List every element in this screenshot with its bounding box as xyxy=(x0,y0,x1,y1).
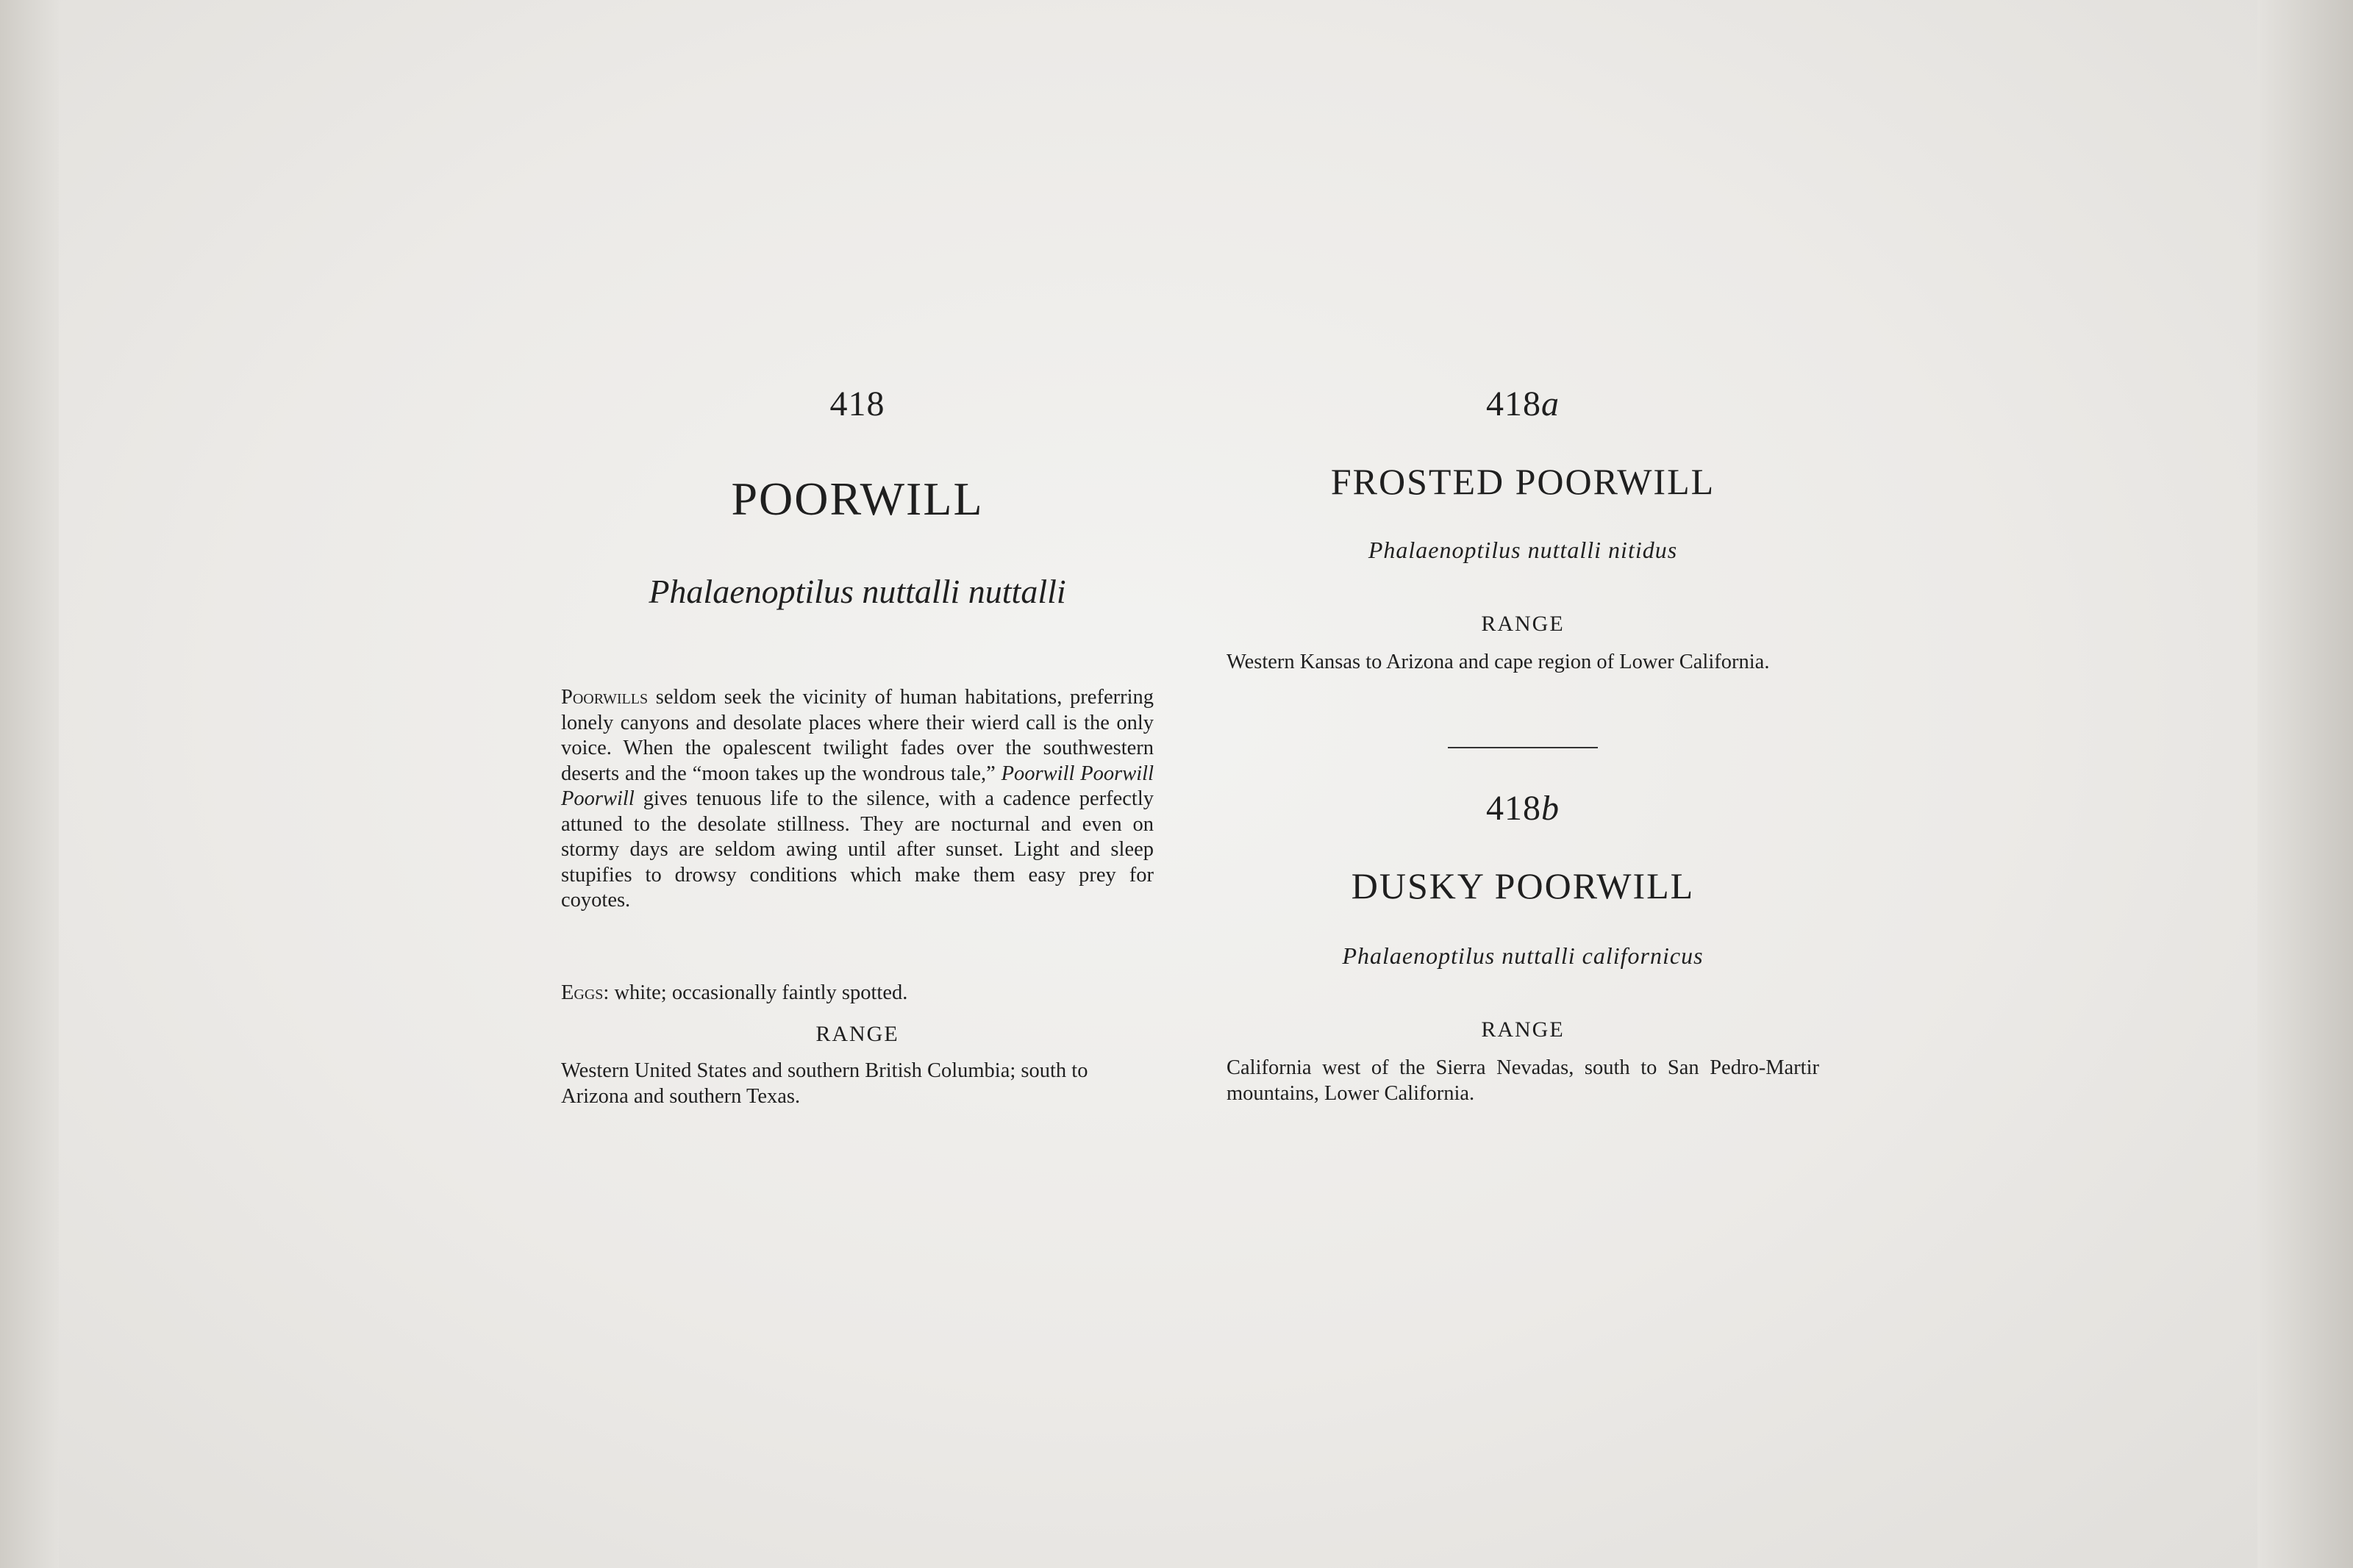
scientific-name-418a: Phalaenoptilus nuttalli nitidus xyxy=(1368,537,1678,563)
book-page xyxy=(59,0,2257,1568)
range-heading-418b: RANGE xyxy=(1481,1017,1565,1042)
page-edge-left xyxy=(0,0,59,1568)
scientific-name-418b: Phalaenoptilus nuttalli californicus xyxy=(1342,942,1704,969)
entry-number-base: 418 xyxy=(1486,384,1541,423)
entry-number-418b xyxy=(1227,788,1819,828)
call-text: Poorwill Poorwill Poorwill xyxy=(561,762,1154,810)
range-text-418b: California west of the Sierra Nevadas, south to San Pedro-Martir mountains, Lower California. xyxy=(1227,1056,1819,1105)
entry-number-suffix: b xyxy=(1541,789,1560,828)
range-heading: RANGE xyxy=(815,1022,899,1046)
eggs-text: : white; occasionally faintly spotted. xyxy=(603,981,908,1004)
description xyxy=(561,685,1154,914)
description-paragraph xyxy=(561,685,1154,914)
range-text: Western United States and southern British Columbia; south to Arizona and southern Texas. xyxy=(561,1059,1088,1108)
description-lead: Poorwills xyxy=(561,686,649,709)
common-name: POORWILL xyxy=(731,473,984,525)
section-divider xyxy=(1448,747,1598,748)
entry-number-base: 418 xyxy=(1486,789,1541,828)
entry-number-suffix: a xyxy=(1541,384,1560,423)
entry-number-418a xyxy=(1227,384,1819,424)
entry-number: 418 xyxy=(829,384,885,423)
common-name-418b: DUSKY POORWILL xyxy=(1351,865,1695,906)
eggs-line xyxy=(561,981,1154,1006)
common-name-418a: FROSTED POORWILL xyxy=(1330,461,1715,502)
range-text-418a: Western Kansas to Arizona and cape region of Lower California. xyxy=(1227,651,1770,673)
description-part-2: gives tenuous life to the silence, with a cadence perfectly attuned to the desolate stillness. They are nocturnal and even on stormy days are seldom awing until after sunset. Light and sleep stupifies to drowsy conditions which make them easy prey for coyotes. xyxy=(561,787,1154,912)
scientific-name: Phalaenoptilus nuttalli nuttalli xyxy=(649,573,1066,610)
page-edge-right xyxy=(2257,0,2353,1568)
description-part-1: seldom seek the vicinity of human habitations, preferring lonely canyons and desolate places where their wierd call is the only voice. When the opalescent twilight fades over the southwestern deserts and the “moon takes up the wondrous tale,” xyxy=(561,686,1154,785)
eggs-label: Eggs xyxy=(561,981,604,1004)
range-heading-418a: RANGE xyxy=(1481,612,1565,636)
